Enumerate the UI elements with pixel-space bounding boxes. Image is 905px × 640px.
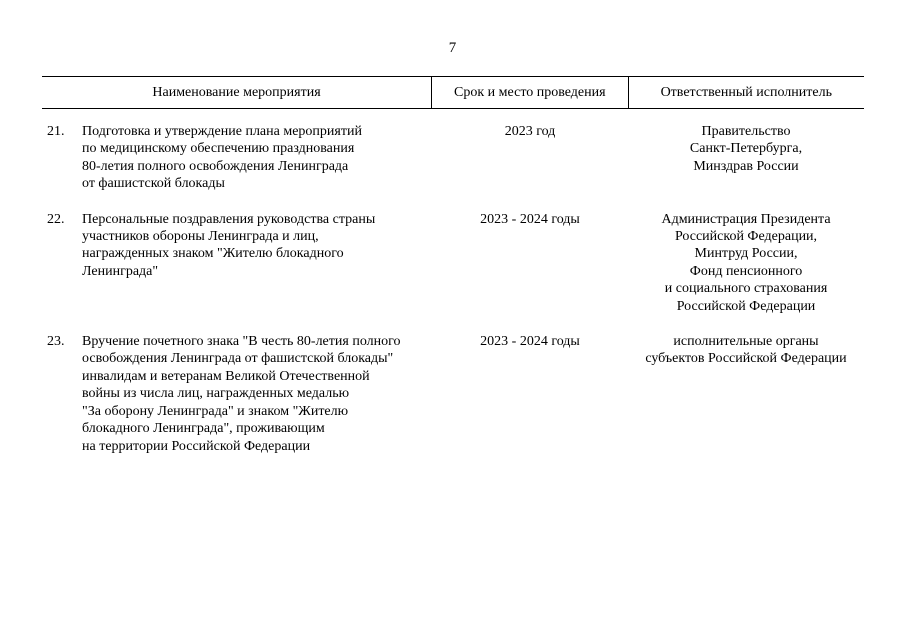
header-term-place: Срок и место проведения: [431, 77, 629, 108]
event-name: Подготовка и утверждение плана мероприятий по медицинскому обеспечению празднования 80-летия полного освобождения Ленинграда от фашистской блокады: [82, 124, 362, 192]
event-responsible: Администрация Президента Российской Федерации, Минтруд России, Фонд пенсионного и социального страхования Российской Федерации: [661, 211, 831, 314]
row-number: 22.: [47, 211, 65, 227]
event-name: Вручение почетного знака "В честь 80-летия полного освобождения Ленинграда от фашистской блокады" инвалидам и ветеранам Великой Отечественной войны из числа лиц, награжденных медалью "За оборону Ленинграда" и знаком "Жителю блокадного Ленинграда", проживающим на территории Российской Федерации: [82, 334, 401, 454]
row-number: 21.: [47, 124, 65, 139]
table-body: [42, 123, 864, 473]
event-responsible: исполнительные органы субъектов Российской Федерации: [645, 334, 847, 367]
event-term: 2023 год: [504, 124, 556, 139]
table-row: [42, 123, 864, 193]
page-number: 7: [448, 40, 457, 56]
event-responsible: Правительство Санкт-Петербурга, Минздрав России: [689, 124, 803, 174]
table-row: [42, 211, 864, 315]
event-term: 2023 - 2024 годы: [480, 211, 580, 227]
row-number: 23.: [47, 334, 65, 350]
event-name: Персональные поздравления руководства страны участников обороны Ленинграда и лиц, награжденных знаком "Жителю блокадного Ленинграда": [82, 211, 376, 279]
table-row: [42, 333, 864, 455]
header-event-name: Наименование мероприятия: [152, 84, 321, 100]
table-header: [42, 76, 864, 109]
header-responsible: Ответственный исполнитель: [660, 84, 832, 100]
event-term: 2023 - 2024 годы: [480, 334, 580, 350]
